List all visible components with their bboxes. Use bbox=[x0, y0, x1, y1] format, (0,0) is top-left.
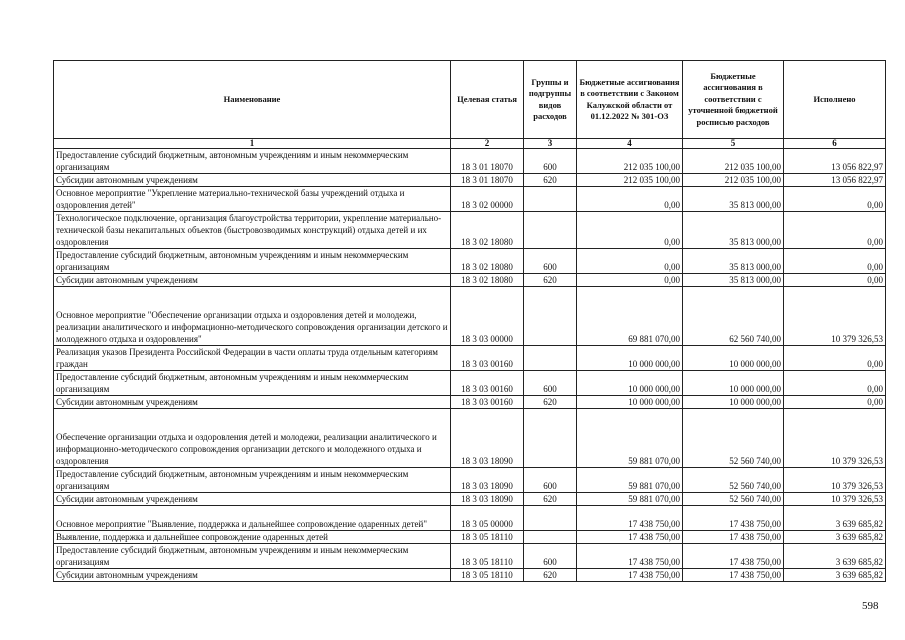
row-target-code: 18 3 02 18080 bbox=[451, 249, 524, 274]
row-budget-refined: 52 560 740,00 bbox=[683, 409, 784, 468]
row-target-code: 18 3 03 18090 bbox=[451, 409, 524, 468]
row-executed: 3 639 685,82 bbox=[784, 544, 886, 569]
row-group-code: 600 bbox=[524, 149, 577, 174]
row-name: Субсидии автономным учреждениям bbox=[54, 274, 451, 287]
row-executed: 13 056 822,97 bbox=[784, 149, 886, 174]
row-name: Субсидии автономным учреждениям bbox=[54, 174, 451, 187]
row-budget-refined: 52 560 740,00 bbox=[683, 493, 784, 506]
row-target-code: 18 3 03 18090 bbox=[451, 468, 524, 493]
row-budget-law: 10 000 000,00 bbox=[577, 371, 683, 396]
row-budget-refined: 35 813 000,00 bbox=[683, 274, 784, 287]
row-target-code: 18 3 02 00000 bbox=[451, 187, 524, 212]
row-group-code bbox=[524, 346, 577, 371]
row-name: Предоставление субсидий бюджетным, автономным учреждениям и иным некоммерческим организациям bbox=[54, 249, 451, 274]
row-budget-refined: 10 000 000,00 bbox=[683, 371, 784, 396]
row-executed: 0,00 bbox=[784, 187, 886, 212]
row-name: Субсидии автономным учреждениям bbox=[54, 569, 451, 582]
row-budget-refined: 62 560 740,00 bbox=[683, 287, 784, 346]
row-group-code: 620 bbox=[524, 493, 577, 506]
row-target-code: 18 3 05 18110 bbox=[451, 544, 524, 569]
row-executed: 10 379 326,53 bbox=[784, 409, 886, 468]
row-name: Предоставление субсидий бюджетным, автономным учреждениям и иным некоммерческим организациям bbox=[54, 149, 451, 174]
row-budget-law: 10 000 000,00 bbox=[577, 346, 683, 371]
row-group-code bbox=[524, 409, 577, 468]
table-row bbox=[54, 531, 886, 544]
row-budget-refined: 17 438 750,00 bbox=[683, 506, 784, 531]
table-row bbox=[54, 569, 886, 582]
header-budget-refined: Бюджетные ассигнования в соответствии с уточненной бюджетной росписью расходов bbox=[683, 61, 784, 139]
table-row bbox=[54, 249, 886, 274]
budget-table bbox=[53, 60, 886, 582]
row-target-code: 18 3 03 00160 bbox=[451, 371, 524, 396]
table-row bbox=[54, 506, 886, 531]
header-name: Наименование bbox=[54, 61, 451, 139]
row-budget-refined: 35 813 000,00 bbox=[683, 249, 784, 274]
table-body bbox=[54, 149, 886, 582]
table-row bbox=[54, 468, 886, 493]
row-target-code: 18 3 05 00000 bbox=[451, 506, 524, 531]
header-budget-law: Бюджетные ассигнования в соответствии с Законом Калужской области от 01.12.2022 № 301-ОЗ bbox=[577, 61, 683, 139]
row-name: Реализация указов Президента Российской Федерации в части оплаты труда отдельным категориям граждан bbox=[54, 346, 451, 371]
row-budget-refined: 17 438 750,00 bbox=[683, 569, 784, 582]
row-target-code: 18 3 05 18110 bbox=[451, 531, 524, 544]
header-target: Целевая статья bbox=[451, 61, 524, 139]
row-target-code: 18 3 02 18080 bbox=[451, 212, 524, 249]
row-budget-law: 59 881 070,00 bbox=[577, 493, 683, 506]
row-target-code: 18 3 01 18070 bbox=[451, 149, 524, 174]
row-budget-law: 59 881 070,00 bbox=[577, 409, 683, 468]
row-group-code: 620 bbox=[524, 274, 577, 287]
row-group-code: 600 bbox=[524, 544, 577, 569]
row-executed: 0,00 bbox=[784, 212, 886, 249]
row-budget-refined: 17 438 750,00 bbox=[683, 544, 784, 569]
row-budget-refined: 10 000 000,00 bbox=[683, 346, 784, 371]
row-executed: 3 639 685,82 bbox=[784, 531, 886, 544]
row-executed: 0,00 bbox=[784, 274, 886, 287]
row-group-code bbox=[524, 187, 577, 212]
row-name: Предоставление субсидий бюджетным, автономным учреждениям и иным некоммерческим организациям bbox=[54, 468, 451, 493]
row-group-code: 600 bbox=[524, 371, 577, 396]
row-budget-law: 0,00 bbox=[577, 212, 683, 249]
header-row bbox=[54, 61, 886, 139]
row-executed: 0,00 bbox=[784, 396, 886, 409]
row-name: Выявление, поддержка и дальнейшее сопровождение одаренных детей bbox=[54, 531, 451, 544]
row-budget-law: 0,00 bbox=[577, 274, 683, 287]
row-executed: 10 379 326,53 bbox=[784, 287, 886, 346]
table-row bbox=[54, 212, 886, 249]
row-target-code: 18 3 05 18110 bbox=[451, 569, 524, 582]
row-group-code bbox=[524, 531, 577, 544]
row-budget-refined: 35 813 000,00 bbox=[683, 187, 784, 212]
row-group-code: 600 bbox=[524, 249, 577, 274]
row-budget-law: 17 438 750,00 bbox=[577, 544, 683, 569]
row-budget-refined: 212 035 100,00 bbox=[683, 174, 784, 187]
row-target-code: 18 3 03 00160 bbox=[451, 346, 524, 371]
table-row bbox=[54, 187, 886, 212]
row-executed: 13 056 822,97 bbox=[784, 174, 886, 187]
row-executed: 0,00 bbox=[784, 249, 886, 274]
row-name: Основное мероприятие "Укрепление материально-технической базы учреждений отдыха и оздоровления детей" bbox=[54, 187, 451, 212]
table-row bbox=[54, 287, 886, 346]
row-budget-law: 212 035 100,00 bbox=[577, 174, 683, 187]
row-executed: 0,00 bbox=[784, 346, 886, 371]
row-name: Обеспечение организации отдыха и оздоровления детей и молодежи, реализации аналитического и информационно-методического сопровождения организации детского и молодежного отдыха и оздоровления bbox=[54, 409, 451, 468]
row-executed: 3 639 685,82 bbox=[784, 569, 886, 582]
column-number-row bbox=[54, 139, 886, 149]
row-executed: 10 379 326,53 bbox=[784, 468, 886, 493]
row-group-code bbox=[524, 212, 577, 249]
row-budget-refined: 212 035 100,00 bbox=[683, 149, 784, 174]
row-budget-law: 59 881 070,00 bbox=[577, 468, 683, 493]
row-name: Предоставление субсидий бюджетным, автономным учреждениям и иным некоммерческим организациям bbox=[54, 371, 451, 396]
row-executed: 10 379 326,53 bbox=[784, 493, 886, 506]
row-target-code: 18 3 02 18080 bbox=[451, 274, 524, 287]
row-budget-law: 17 438 750,00 bbox=[577, 506, 683, 531]
row-budget-refined: 10 000 000,00 bbox=[683, 396, 784, 409]
row-name: Субсидии автономным учреждениям bbox=[54, 396, 451, 409]
row-budget-refined: 35 813 000,00 bbox=[683, 212, 784, 249]
row-executed: 0,00 bbox=[784, 371, 886, 396]
row-group-code: 620 bbox=[524, 396, 577, 409]
table-row bbox=[54, 149, 886, 174]
table-row bbox=[54, 174, 886, 187]
column-number: 6 bbox=[784, 139, 886, 149]
table-row bbox=[54, 274, 886, 287]
row-budget-refined: 17 438 750,00 bbox=[683, 531, 784, 544]
row-group-code: 620 bbox=[524, 569, 577, 582]
row-budget-law: 17 438 750,00 bbox=[577, 569, 683, 582]
column-number: 5 bbox=[683, 139, 784, 149]
row-budget-law: 10 000 000,00 bbox=[577, 396, 683, 409]
row-group-code: 600 bbox=[524, 468, 577, 493]
row-budget-law: 212 035 100,00 bbox=[577, 149, 683, 174]
table-row bbox=[54, 396, 886, 409]
table-row bbox=[54, 493, 886, 506]
row-name: Основное мероприятие "Обеспечение организации отдыха и оздоровления детей и молодежи, реализации аналитического и информационно-методического сопровождения организации детского и молодежного отдыха и оздоровления" bbox=[54, 287, 451, 346]
row-group-code: 620 bbox=[524, 174, 577, 187]
row-executed: 3 639 685,82 bbox=[784, 506, 886, 531]
table-row bbox=[54, 409, 886, 468]
row-target-code: 18 3 03 00000 bbox=[451, 287, 524, 346]
row-name: Предоставление субсидий бюджетным, автономным учреждениям и иным некоммерческим организациям bbox=[54, 544, 451, 569]
row-target-code: 18 3 01 18070 bbox=[451, 174, 524, 187]
row-budget-law: 69 881 070,00 bbox=[577, 287, 683, 346]
column-number: 4 bbox=[577, 139, 683, 149]
table-row bbox=[54, 371, 886, 396]
column-number: 2 bbox=[451, 139, 524, 149]
header-executed: Исполнено bbox=[784, 61, 886, 139]
table-row bbox=[54, 346, 886, 371]
column-number: 3 bbox=[524, 139, 577, 149]
row-budget-law: 17 438 750,00 bbox=[577, 531, 683, 544]
row-budget-law: 0,00 bbox=[577, 249, 683, 274]
page-number: 598 bbox=[862, 600, 879, 612]
header-group: Группы и подгруппы видов расходов bbox=[524, 61, 577, 139]
row-target-code: 18 3 03 00160 bbox=[451, 396, 524, 409]
row-name: Основное мероприятие "Выявление, поддержка и дальнейшее сопровождение одаренных детей" bbox=[54, 506, 451, 531]
row-group-code bbox=[524, 506, 577, 531]
row-budget-law: 0,00 bbox=[577, 187, 683, 212]
row-group-code bbox=[524, 287, 577, 346]
row-target-code: 18 3 03 18090 bbox=[451, 493, 524, 506]
row-name: Технологическое подключение, организация благоустройства территории, укрепление материально-технической базы некапитальных объектов (быстровозводимых конструкций) отдыха детей и их оздоровления bbox=[54, 212, 451, 249]
row-budget-refined: 52 560 740,00 bbox=[683, 468, 784, 493]
table-row bbox=[54, 544, 886, 569]
row-name: Субсидии автономным учреждениям bbox=[54, 493, 451, 506]
column-number: 1 bbox=[54, 139, 451, 149]
